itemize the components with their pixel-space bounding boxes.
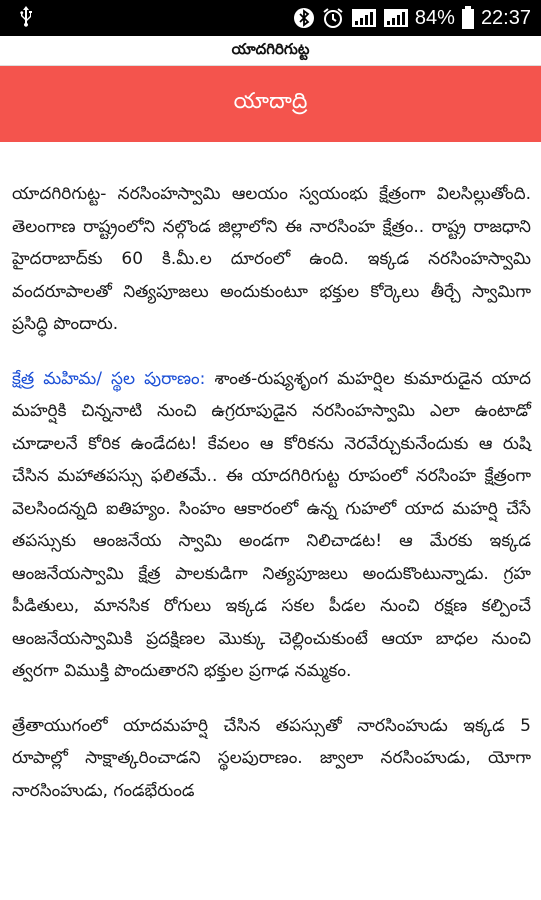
- paragraph-kshetra-mahima: [12, 363, 531, 688]
- article-content[interactable]: [0, 142, 541, 807]
- alarm-icon: [321, 7, 345, 29]
- status-bar: [0, 0, 541, 36]
- signal-icon-1: [351, 7, 377, 29]
- battery-percent: 84%: [414, 6, 455, 29]
- bluetooth-icon: [293, 7, 315, 29]
- paragraph-text: శాంత-రుష్యశృంగ మహర్షిల కుమారుడైన యాద మహర్షికి చిన్ననాటి నుంచి ఉగ్రరూపుడైన నరసింహస్వామి ఎలా ఉంటాడో చూడాలనే కోరిక ఉండేదట! కేవలం ఆ కోరికను నెరవేర్చుకునేందుకు ఆ రుషి చేసిన మహాతపస్సు ఫలితమే.. ఈ యాదగిరిగుట్ట రూపంలో నరసింహ క్షేత్రంగా వెలసిందన్నది ఐతిహ్యం. సింహం ఆకారంలో ఉన్న గుహలో యాద మహర్షి చేసే తపస్సుకు ఆంజనేయ స్వామి అండగా నిలిచాడట! ఆ మేరకు ఇక్కడ ఆంజనేయస్వామి క్షేత్ర పాలకుడిగా నిత్యపూజలు అందుకొంటున్నాడు. గ్రహ పీడితులు, మానసిక రోగులు ఇక్కడ సకల పీడల నుంచి రక్షణ కల్పించే ఆంజనేయస్వామికి ప్రదక్షిణల మొక్కు చెల్లించుకుంటే ఆయా బాధల నుంచి త్వరగా విముక్తి పొందుతారని భక్తుల ప్రగాఢ నమ్మకం.: [12, 368, 531, 681]
- paragraph-treta-yuga: [12, 710, 531, 808]
- usb-icon: [18, 5, 34, 32]
- clock-time: 22:37: [480, 6, 531, 29]
- paragraph-text: యాదగిరిగుట్ట- నరసింహస్వామి ఆలయం స్వయంభు క్షేత్రంగా విలసిల్లుతోంది. తెలంగాణ రాష్ట్రంలోని నల్గొండ జిల్లాలోని ఈ నారసింహ క్షేత్రం.. రాష్ట్ర రాజధాని హైదరాబాద్‌కు 60 కి.మీ.ల దూరంలో ఉంది. ఇక్కడ నరసింహస్వామి వందరూపాలతో నిత్యపూజలు అందుకుంటూ భక్తుల కోర్కెలు తీర్చే స్వామిగా ప్రసిద్ధి పొందారు.: [12, 184, 531, 334]
- page-heading-banner: [0, 66, 541, 142]
- app-title-bar: [0, 36, 541, 66]
- battery-icon: [461, 6, 475, 30]
- app-title: యాదగిరిగుట్ట: [231, 39, 310, 58]
- paragraph-intro: [12, 178, 531, 341]
- page-heading: యాదాద్రి: [233, 89, 308, 114]
- section-heading: క్షేత్ర మహిమ/ స్థల పురాణం:: [12, 368, 206, 389]
- paragraph-text: త్రేతాయుగంలో యాదమహర్షి చేసిన తపస్సుతో నారసింహుడు ఇక్కడ 5 రూపాల్లో సాక్షాత్కరించాడని స్థలపురాణం. జ్వాలా నరసింహుడు, యోగా నారసింహుడు, గండభేరుండ: [12, 715, 531, 801]
- signal-icon-2: [383, 7, 409, 29]
